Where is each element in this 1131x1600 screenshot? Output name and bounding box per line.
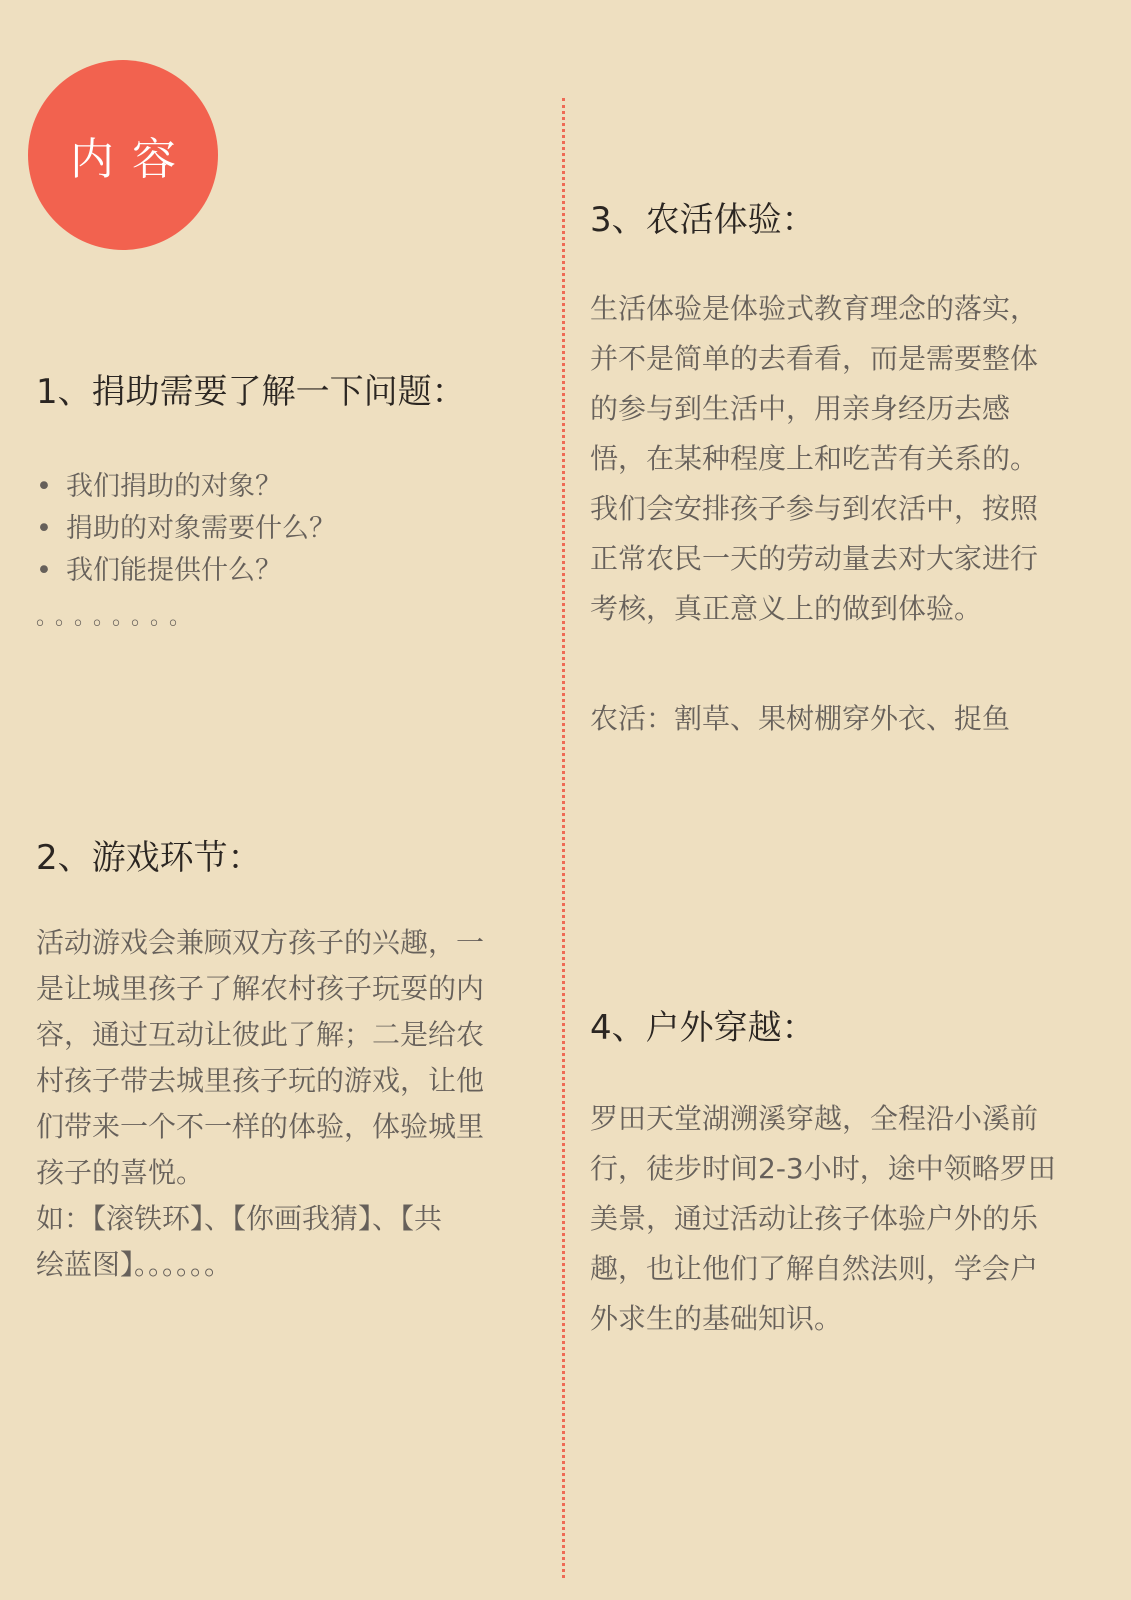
paragraph-line: 生活体验是体验式教育理念的落实， [590,292,1039,325]
paragraph-line: 正常农民一天的劳动量去对大家进行 [590,542,1039,575]
section3-paragraph [590,284,1100,634]
badge-label: 内容 [70,134,194,185]
list-item [36,550,336,592]
paragraph-line: 我们会安排孩子参与到农活中，按照 [590,492,1039,525]
bullet-icon: • [36,513,52,544]
list-item-text: 我们能提供什么？ [66,555,282,586]
paragraph-line: 行，徒步时间2-3小时，途中领略罗田 [590,1152,1056,1185]
dotted-divider [562,98,565,1578]
paragraph-line: 并不是简单的去看看，而是需要整体 [590,342,1039,375]
list-item-text: 捐助的对象需要什么？ [66,513,336,544]
paragraph-line: 外求生的基础知识。 [590,1302,843,1335]
paragraph-line: 如：【滚铁环】、【你画我猜】、【共 [36,1202,443,1235]
section2-title: 2、游戏环节： [36,838,262,878]
paragraph-line: 容，通过互动让彼此了解；二是给农 [36,1018,485,1051]
paragraph-line: 是让城里孩子了解农村孩子玩耍的内 [36,972,485,1005]
paragraph-line: 趣，也让他们了解自然法则，学会户 [590,1252,1039,1285]
bullet-icon: • [36,471,52,502]
list-item-text: 我们捐助的对象？ [66,471,282,502]
paragraph-line: 罗田天堂湖溯溪穿越，全程沿小溪前 [590,1102,1039,1135]
section2-paragraph [36,920,546,1288]
section4-title: 4、户外穿越： [590,1008,816,1048]
paragraph-line: 活动游戏会兼顾双方孩子的兴趣，一 [36,926,485,959]
section3-title: 3、农活体验： [590,200,816,240]
section1-title: 1、捐助需要了解一下问题： [36,372,466,412]
paragraph-line: 们带来一个不一样的体验，体验城里 [36,1110,485,1143]
list-item [36,466,336,508]
section1-bullet-list [36,466,336,592]
paragraph-line: 考核，真正意义上的做到体验。 [590,592,983,625]
section4-paragraph [590,1094,1100,1344]
section1-ellipsis: 。。。。。。。。 [36,605,200,630]
bullet-icon: • [36,555,52,586]
paragraph-line: 的参与到生活中，用亲身经历去感 [590,392,1011,425]
section-badge [28,60,218,250]
paragraph-line: 村孩子带去城里孩子玩的游戏，让他 [36,1064,485,1097]
paragraph-line: 孩子的喜悦。 [36,1156,205,1189]
list-item [36,508,336,550]
paragraph-line: 绘蓝图】。。。。。。 [36,1248,233,1281]
paragraph-line: 悟，在某种程度上和吃苦有关系的。 [590,442,1039,475]
section3-note: 农活：割草、果树棚穿外衣、捉鱼 [590,702,1011,735]
paragraph-line: 美景，通过活动让孩子体验户外的乐 [590,1202,1039,1235]
